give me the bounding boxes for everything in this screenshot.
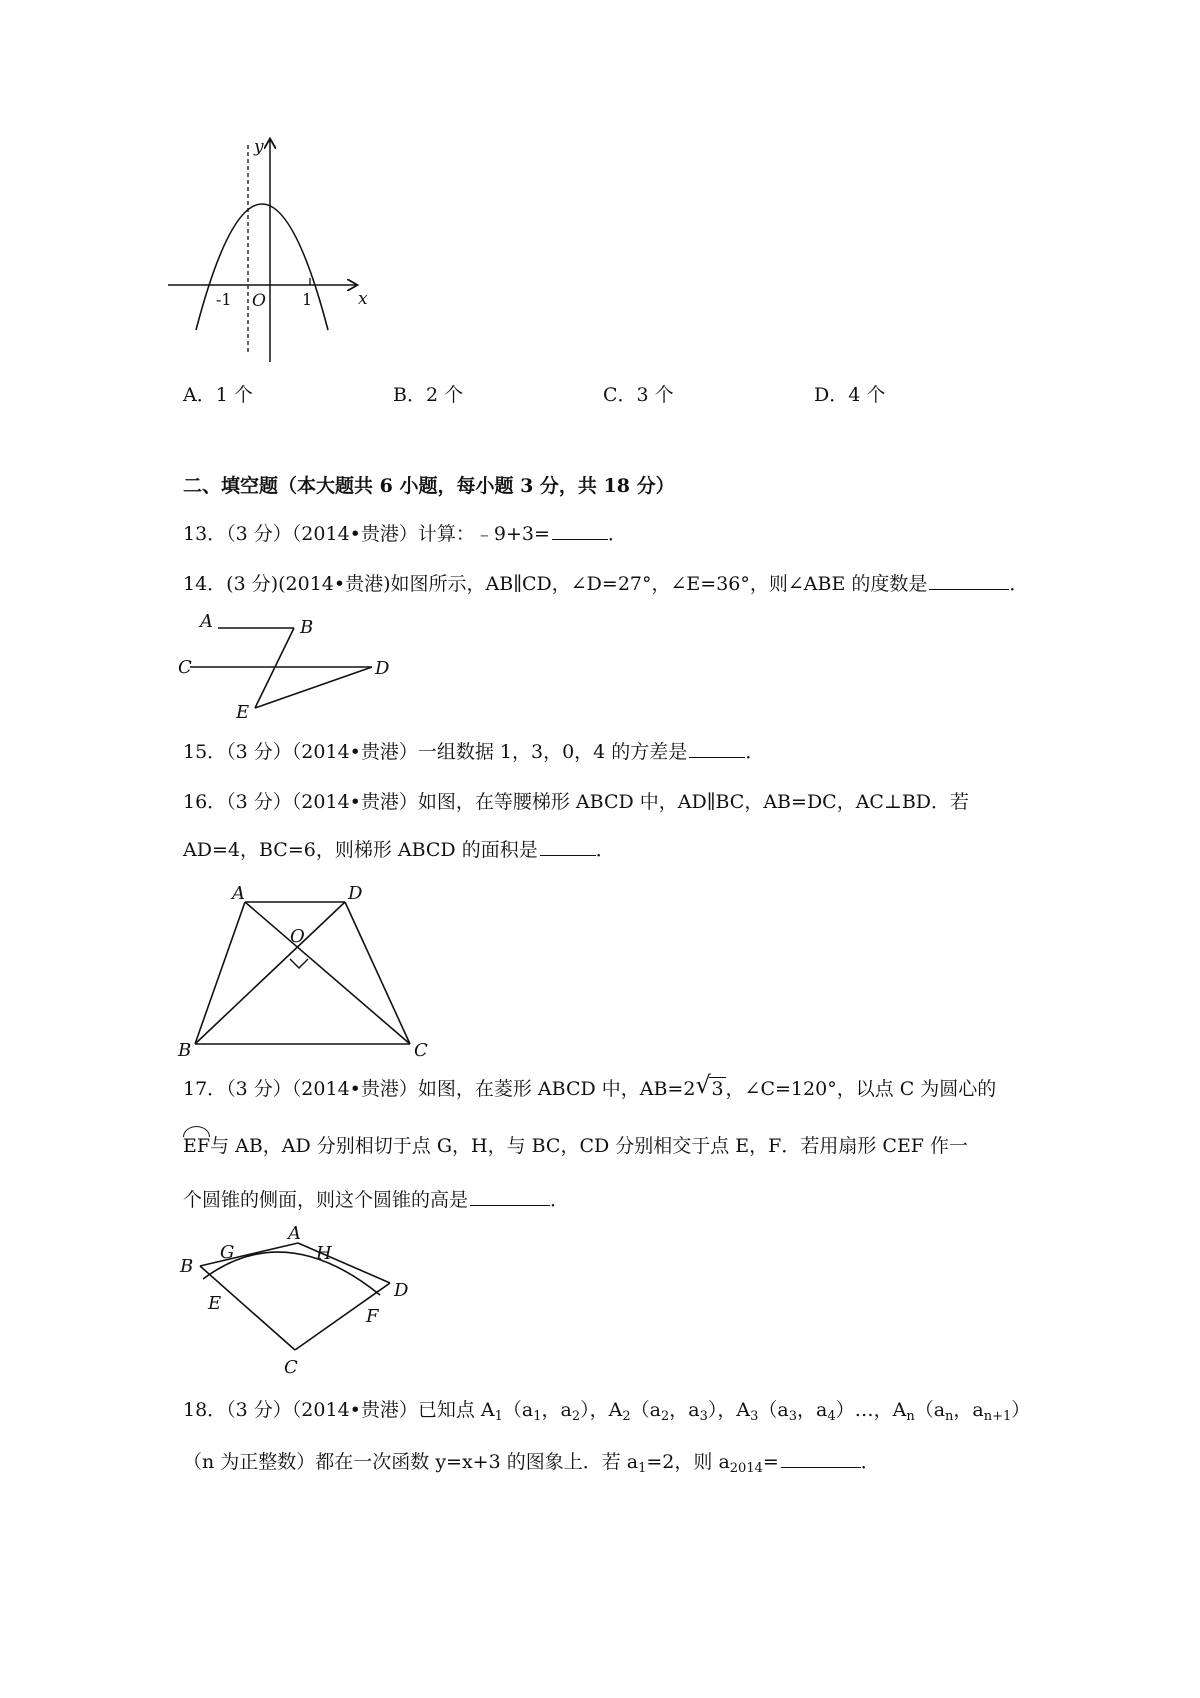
tick-pos-label: 1 bbox=[302, 290, 313, 309]
option-b-text: 2 个 bbox=[425, 384, 464, 406]
q16-figure bbox=[178, 882, 440, 1061]
question-17-text-3: 个圆锥的侧面，则这个圆锥的高是 bbox=[183, 1189, 469, 1211]
segment-ad bbox=[298, 1243, 390, 1283]
answer-blank-13[interactable] bbox=[552, 521, 608, 540]
option-c-letter: C． bbox=[603, 384, 637, 406]
answer-blank-17[interactable] bbox=[470, 1187, 550, 1206]
q18-text: ），A bbox=[580, 1399, 623, 1421]
question-17-text-2: 与 AB，AD 分别相切于点 G，H，与 BC，CD 分别相交于点 E，F．若用扇形 CEF 作一 bbox=[210, 1135, 969, 1157]
q18-sub: 3 bbox=[699, 1409, 708, 1424]
point-a-label: A bbox=[200, 611, 213, 632]
q18-sub: 1 bbox=[638, 1461, 647, 1476]
tick-neg-label: -1 bbox=[216, 290, 232, 309]
point-d-label: D bbox=[394, 1280, 409, 1301]
q18-sub: 1 bbox=[533, 1409, 542, 1424]
q18-text: （a bbox=[758, 1399, 789, 1421]
segment-dc bbox=[345, 902, 410, 1044]
option-a-letter: A． bbox=[183, 384, 216, 406]
q18-text: ，a bbox=[669, 1399, 700, 1421]
sqrt-expression: √ 3 bbox=[695, 1071, 724, 1100]
option-a[interactable] bbox=[183, 380, 253, 407]
option-d-letter: D． bbox=[814, 384, 849, 406]
option-d-text: 4 个 bbox=[848, 384, 886, 406]
parabola-curve bbox=[196, 204, 328, 330]
q18-sub: n+1 bbox=[983, 1409, 1012, 1424]
question-13-period: ． bbox=[607, 523, 627, 545]
q18-line2-c: = bbox=[762, 1451, 779, 1473]
segment-ab bbox=[200, 1243, 298, 1266]
point-e-label: E bbox=[208, 1293, 222, 1314]
question-16-text-1: 16．（3 分）（2014•贵港）如图，在等腰梯形 ABCD 中，AD∥BC，AB=DC，AC⊥BD．若 bbox=[183, 791, 970, 813]
question-17-period: ． bbox=[550, 1189, 570, 1211]
question-14-text: 14．(3 分)(2014•贵港)如图所示，AB∥CD，∠D=27°，∠E=36°，则∠ABE 的度数是 bbox=[183, 573, 928, 595]
origin-label: O bbox=[252, 291, 266, 311]
question-17-line-1 bbox=[183, 1071, 997, 1103]
q18-prefix: 18．（3 分）（2014•贵港）已知点 A bbox=[183, 1399, 495, 1421]
q18-text: （a bbox=[914, 1399, 946, 1421]
q18-text: ），A bbox=[707, 1399, 751, 1421]
arc-ef-label: EF bbox=[183, 1132, 210, 1160]
segment-ab bbox=[195, 902, 245, 1044]
point-g-label: G bbox=[220, 1242, 235, 1263]
question-17-line-2 bbox=[183, 1132, 968, 1160]
question-13 bbox=[183, 520, 627, 548]
point-c-label: C bbox=[414, 1040, 428, 1061]
question-16-line-2 bbox=[183, 836, 615, 864]
point-b-label: B bbox=[178, 1040, 192, 1061]
question-16-period: ． bbox=[595, 839, 615, 861]
q18-sub: 2014 bbox=[729, 1461, 763, 1476]
answer-blank-14[interactable] bbox=[929, 571, 1009, 590]
question-17-text-1a: 17．（3 分）（2014•贵港）如图，在菱形 ABCD 中，AB=2 bbox=[183, 1078, 696, 1100]
point-d-label: D bbox=[375, 658, 390, 679]
y-label: y bbox=[254, 137, 264, 157]
answer-blank-16[interactable] bbox=[540, 837, 596, 856]
question-15-text: 15．（3 分）（2014•贵港）一组数据 1，3，0，4 的方差是 bbox=[183, 741, 688, 763]
q18-line2-b: =2，则 a bbox=[646, 1451, 730, 1473]
point-b-label: B bbox=[300, 617, 314, 638]
point-e-label: E bbox=[236, 702, 250, 723]
question-14-period: ． bbox=[1009, 573, 1029, 595]
option-c[interactable] bbox=[603, 380, 674, 407]
q18-sub: 1 bbox=[494, 1409, 503, 1424]
q18-text: ，a bbox=[541, 1399, 572, 1421]
option-c-text: 3 个 bbox=[636, 384, 674, 406]
x-label: x bbox=[358, 289, 368, 309]
q18-text: ） bbox=[1011, 1399, 1031, 1421]
option-d[interactable] bbox=[814, 380, 885, 407]
q18-line2-a: （n 为正整数）都在一次函数 y=x+3 的图象上．若 a bbox=[183, 1451, 639, 1473]
q18-sub: 4 bbox=[827, 1409, 836, 1424]
answer-blank-18[interactable] bbox=[781, 1449, 861, 1468]
q18-sub: n bbox=[906, 1409, 915, 1424]
question-17-line-3 bbox=[183, 1186, 569, 1214]
question-16-text-2: AD=4，BC=6，则梯形 ABCD 的面积是 bbox=[183, 839, 538, 861]
q18-sub: n bbox=[945, 1409, 954, 1424]
point-c-label: C bbox=[284, 1357, 298, 1378]
point-h-label: H bbox=[316, 1243, 332, 1264]
parabola-figure bbox=[170, 137, 380, 370]
question-17-text-1b: ，∠C=120°，以点 C 为圆心的 bbox=[725, 1078, 997, 1100]
point-a-label: A bbox=[288, 1223, 301, 1244]
question-15 bbox=[183, 738, 764, 766]
option-a-text: 1 个 bbox=[215, 384, 253, 406]
q18-sub: 3 bbox=[788, 1409, 797, 1424]
point-o-label: O bbox=[290, 926, 305, 947]
point-d-label: D bbox=[348, 883, 363, 904]
q17-figure bbox=[180, 1223, 430, 1381]
q18-sub: 3 bbox=[750, 1409, 759, 1424]
question-18-line-2 bbox=[183, 1448, 880, 1483]
point-a-label: A bbox=[232, 883, 245, 904]
question-18-period: ． bbox=[860, 1451, 880, 1473]
point-c-label: C bbox=[178, 657, 192, 678]
q18-sub: 2 bbox=[622, 1409, 631, 1424]
right-angle-mark bbox=[290, 959, 308, 968]
q14-figure bbox=[180, 612, 400, 722]
q18-text: ）…，A bbox=[835, 1399, 907, 1421]
q18-text: ，a bbox=[953, 1399, 984, 1421]
q18-sub: 2 bbox=[571, 1409, 581, 1424]
q18-sub: 2 bbox=[660, 1409, 670, 1424]
question-15-period: ． bbox=[745, 741, 765, 763]
point-b-label: B bbox=[180, 1256, 194, 1277]
point-f-label: F bbox=[366, 1306, 379, 1327]
question-13-text: 13．（3 分）（2014•贵港）计算：﹣9+3= bbox=[183, 523, 550, 545]
question-18-line-1 bbox=[183, 1396, 1030, 1431]
option-b-letter: B． bbox=[393, 384, 426, 406]
section-title: 二、填空题（本大题共 6 小题，每小题 3 分，共 18 分） bbox=[183, 475, 675, 497]
question-16-line-1 bbox=[183, 788, 969, 816]
answer-blank-15[interactable] bbox=[689, 739, 745, 758]
q18-text: ，a bbox=[797, 1399, 828, 1421]
q18-text: （a bbox=[502, 1399, 534, 1421]
question-14 bbox=[183, 570, 1028, 598]
sqrt-argument: 3 bbox=[711, 1078, 724, 1100]
q18-text: （a bbox=[630, 1399, 661, 1421]
option-b[interactable] bbox=[393, 380, 463, 407]
